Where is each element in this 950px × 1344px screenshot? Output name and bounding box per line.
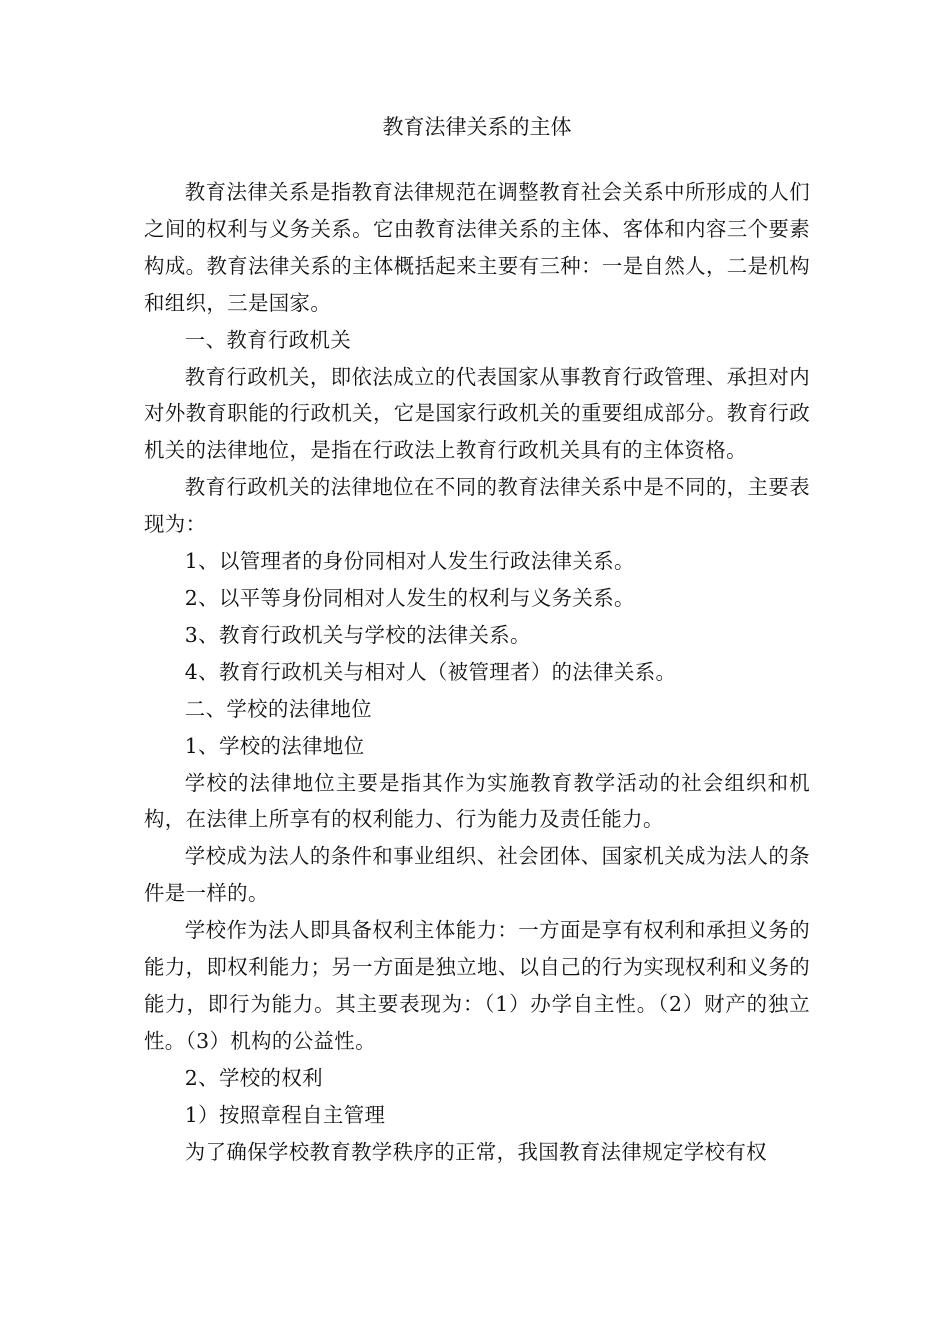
list-item: 2、以平等身份同相对人发生的权利与义务关系。 <box>184 585 635 610</box>
paragraph: 教育行政机关，即依法成立的代表国家从事教育行政管理、承担对内对外教育职能的行政机关，它是国家行政机关的重要组成部分。教育行政机关的法律地位，是指在行政法上教育行政机关具有的主体资格。 <box>144 364 810 463</box>
paragraph: 学校成为法人的条件和事业组织、社会团体、国家机关成为法人的条件是一样的。 <box>144 844 810 906</box>
list-item: 1、以管理者的身份同相对人发生行政法律关系。 <box>184 549 635 574</box>
paragraph: 教育行政机关的法律地位在不同的教育法律关系中是不同的，主要表现为： <box>144 475 810 537</box>
section-heading: 二、学校的法律地位 <box>184 696 372 721</box>
list-item: 4、教育行政机关与相对人（被管理者）的法律关系。 <box>184 659 677 684</box>
subsection-heading: 2、学校的权利 <box>184 1065 323 1090</box>
document-body <box>144 174 810 1170</box>
subsection-heading: 1）按照章程自主管理 <box>184 1102 386 1127</box>
document-title: 教育法律关系的主体 <box>382 115 572 139</box>
paragraph: 学校作为法人即具备权利主体能力：一方面是享有权利和承担义务的能力，即权利能力；另一方面是独立地、以自己的行为实现权利和义务的能力，即行为能力。其主要表现为：（1）办学自主性。（2）财产的独立性。（3）机构的公益性。 <box>144 918 810 1053</box>
section-heading: 一、教育行政机关 <box>184 327 352 352</box>
paragraph: 学校的法律地位主要是指其作为实施教育教学活动的社会组织和机构，在法律上所享有的权利能力、行为能力及责任能力。 <box>144 770 810 832</box>
paragraph: 教育法律关系是指教育法律规范在调整教育社会关系中所形成的人们之间的权利与义务关系。它由教育法律关系的主体、客体和内容三个要素构成。教育法律关系的主体概括起来主要有三种：一是自然人，二是机构和组织，三是国家。 <box>144 180 810 315</box>
subsection-heading: 1、学校的法律地位 <box>184 733 365 758</box>
list-item: 3、教育行政机关与学校的法律关系。 <box>184 622 531 647</box>
paragraph: 为了确保学校教育教学秩序的正常，我国教育法律规定学校有权 <box>184 1139 767 1164</box>
